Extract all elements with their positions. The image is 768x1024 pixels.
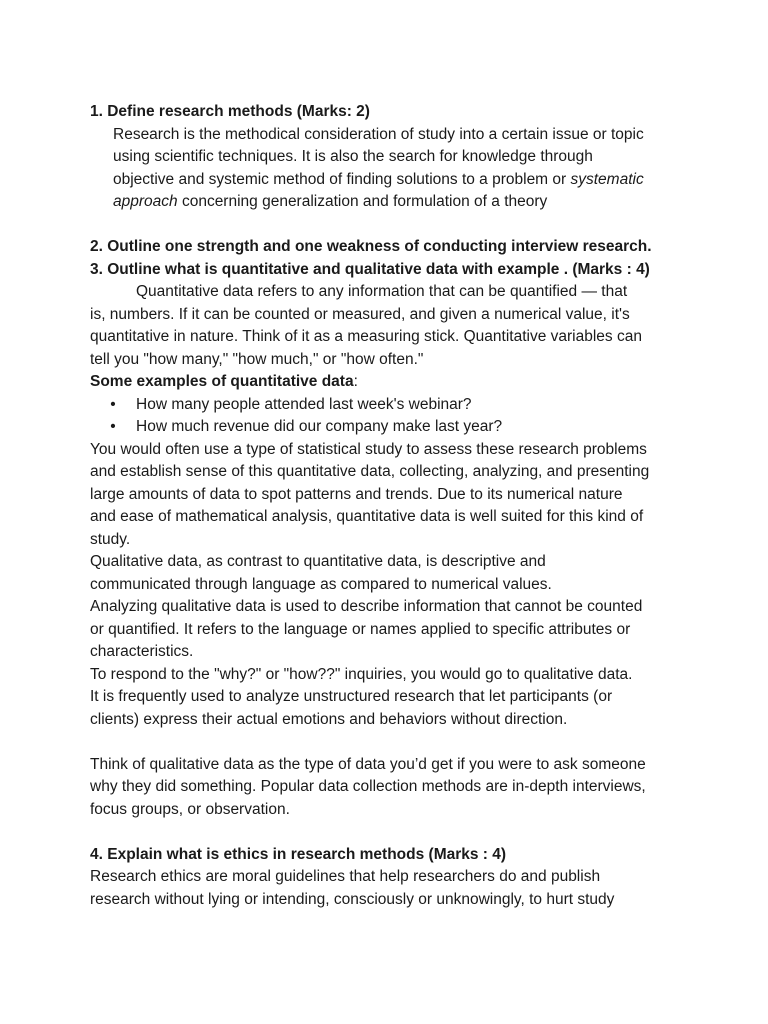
list-item: [90, 394, 690, 417]
answer-1-text: concerning generalization and formulation of a theory: [177, 193, 548, 210]
answer-1-line: [90, 191, 690, 214]
body-line: why they did something. Popular data collection methods are in-depth interviews,: [90, 778, 646, 795]
bullet-icon: •: [110, 395, 116, 413]
body-line: or quantified. It refers to the language or names applied to specific attributes or: [90, 620, 631, 638]
body-line: and ease of mathematical analysis, quantitative data is well suited for this kind of: [90, 508, 644, 525]
list-item-text: How much revenue did our company make last year?: [136, 418, 503, 435]
question-2-heading: 2. Outline one strength and one weakness of conducting interview research.: [90, 238, 652, 255]
body-line: It is frequently used to analyze unstructured research that let participants (or: [90, 688, 613, 705]
answer-1-italic: approach: [113, 193, 178, 210]
answer-1-italic: systematic: [570, 170, 644, 188]
answer-3-line: tell you "how many," "how much," or "how often.": [90, 350, 424, 368]
examples-heading: [90, 371, 690, 394]
answer-3-line: is, numbers. If it can be counted or measured, and given a numerical value, it's: [90, 305, 630, 323]
question-4-heading: 4. Explain what is ethics in research methods (Marks : 4): [90, 845, 507, 863]
body-line: clients) express their actual emotions and behaviors without direction.: [90, 710, 568, 728]
answer-4-line: research without lying or intending, consciously or unknowingly, to hurt study: [90, 890, 615, 908]
body-line: Qualitative data, as contrast to quantitative data, is descriptive and: [90, 553, 546, 570]
answer-1-text: objective and systemic method of finding solutions to a problem or: [113, 170, 571, 188]
body-line: and establish sense of this quantitative data, collecting, analyzing, and presenting: [90, 463, 650, 480]
answer-1-line: [90, 169, 690, 192]
spacer: [90, 821, 690, 844]
answer-4-line: Research ethics are moral guidelines that help researchers do and publish: [90, 868, 601, 885]
answer-1-line: using scientific techniques. It is also the search for knowledge through: [113, 148, 593, 165]
answer-3-line: quantitative in nature. Think of it as a measuring stick. Quantitative variables can: [90, 328, 642, 345]
examples-label: Some examples of quantitative data: [90, 373, 354, 390]
body-line: characteristics.: [90, 643, 194, 660]
list-item: [90, 416, 690, 439]
question-3-heading: 3. Outline what is quantitative and qualitative data with example . (Marks : 4): [90, 260, 650, 278]
spacer: [90, 214, 690, 237]
examples-colon: :: [353, 373, 358, 390]
answer-3-line: Quantitative data refers to any information that can be quantified — that: [136, 283, 628, 300]
question-1-heading: 1. Define research methods (Marks: 2): [90, 103, 370, 120]
bullet-icon: •: [110, 418, 116, 435]
body-line: communicated through language as compared to numerical values.: [90, 575, 552, 593]
body-line: Think of qualitative data as the type of data you’d get if you were to ask someone: [90, 755, 646, 773]
answer-1-line: Research is the methodical consideration of study into a certain issue or topic: [113, 125, 644, 143]
body-line: study.: [90, 530, 131, 548]
body-line: You would often use a type of statistical study to assess these research problems: [90, 440, 647, 458]
spacer: [90, 731, 690, 754]
body-line: focus groups, or observation.: [90, 800, 290, 818]
list-item-text: How many people attended last week's webinar?: [136, 395, 472, 413]
body-line: large amounts of data to spot patterns and trends. Due to its numerical nature: [90, 485, 623, 503]
body-line: To respond to the "why?" or "how??" inquiries, you would go to qualitative data.: [90, 665, 633, 683]
document-page: [90, 101, 690, 911]
body-line: Analyzing qualitative data is used to describe information that cannot be counted: [90, 598, 643, 615]
